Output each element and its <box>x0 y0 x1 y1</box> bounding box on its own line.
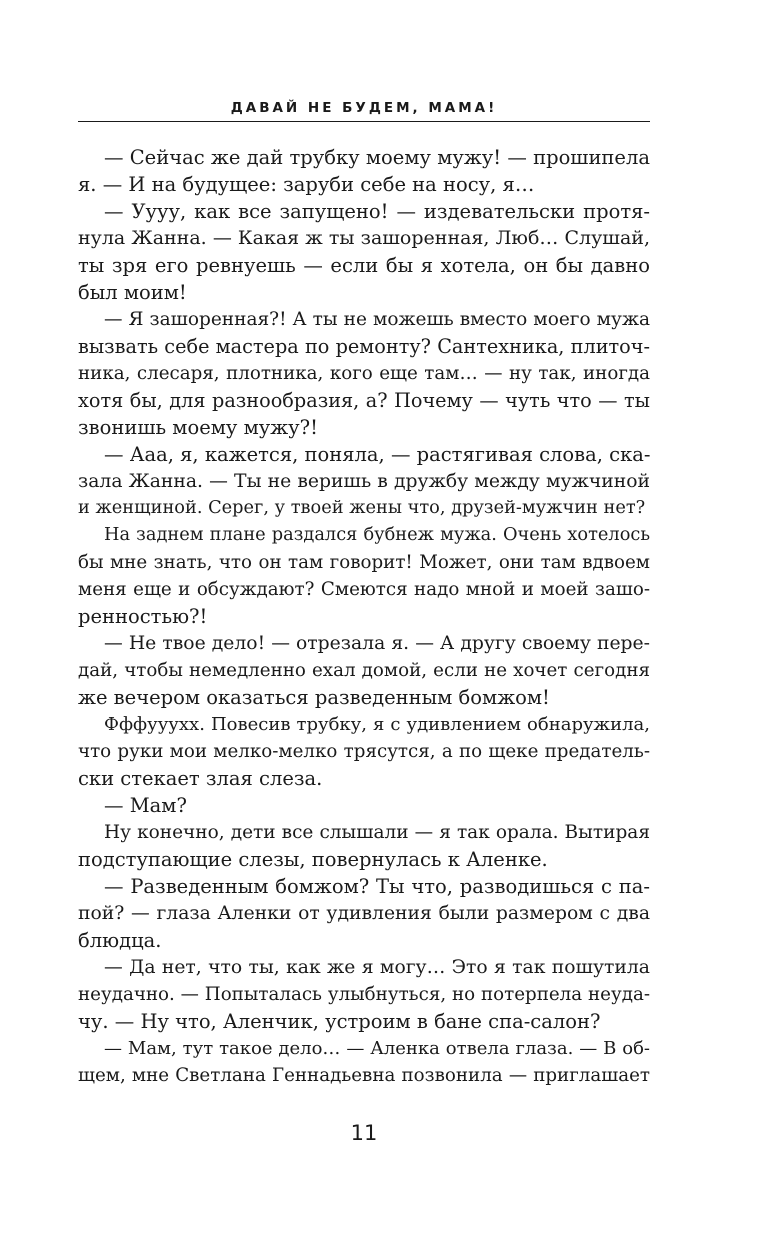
text-line: — Уууу, как все запущено! — издевательски протя- <box>104 200 650 223</box>
text-line: На заднем плане раздался бубнеж мужа. Очень хотелось <box>104 525 650 545</box>
text-line: ски стекает злая слеза. <box>78 767 323 790</box>
text-line: — Я зашоренная?! А ты не можешь вместо моего мужа <box>104 309 650 330</box>
text-line: звонишь моему мужу?! <box>78 416 318 439</box>
text-line: — Разведенным бомжом? Ты что, разводишься с па- <box>104 875 650 898</box>
text-line: ренностью?! <box>78 605 208 628</box>
text-line: ника, слесаря, плотника, кого еще там… — ну так, иногда <box>78 363 650 384</box>
text-line: вызвать себе мастера по ремонту? Сантехника, плиточ- <box>78 335 650 358</box>
text-line: — Мам, тут такое дело… — Аленка отвела глаза. — В об- <box>104 1038 650 1059</box>
text-line: блюдца. <box>78 929 162 952</box>
text-line: и женщиной. Серег, у твоей жены что, друзей-мужчин нет? <box>78 498 646 518</box>
text-line: щем, мне Светлана Геннадьевна позвонила — приглашает <box>78 1065 650 1086</box>
text-line: — Сейчас же дай трубку моему мужу! — прошипела <box>104 146 650 169</box>
page-number: 11 <box>350 1121 378 1145</box>
text-line: подступающие слезы, повернулась к Аленке. <box>78 848 548 871</box>
text-line: — Не твое дело! — отрезала я. — А другу своему пере- <box>104 633 650 654</box>
text-line: же вечером оказаться разведенным бомжом! <box>78 686 550 709</box>
text-line: нула Жанна. — Какая ж ты зашоренная, Люб… Слушай, <box>78 227 650 249</box>
text-line: неудачно. — Попыталась улыбнуться, но потерпела неуда- <box>78 984 650 1005</box>
text-line: что руки мои мелко-мелко трясутся, а по щеке предатель- <box>78 741 650 762</box>
text-line: — Да нет, что ты, как же я могу… Это я так пошутила <box>104 957 650 978</box>
text-line: чу. — Ну что, Аленчик, устроим в бане спа-салон? <box>78 1010 601 1033</box>
text-body <box>78 144 650 1089</box>
text-line: хотя бы, для разнообразия, а? Почему — чуть что — ты <box>78 389 650 412</box>
text-line: меня еще и обсуждают? Смеются надо мной и моей зашо- <box>78 579 650 600</box>
text-line: я. — И на будущее: заруби себе на носу, я… <box>78 173 535 196</box>
text-line: — Мам? <box>104 794 187 817</box>
text-line: ты зря его ревнуешь — если бы я хотела, он бы давно <box>78 254 650 277</box>
text-line: — Ааа, я, кажется, поняла, — растягивая слова, ска- <box>104 443 651 466</box>
text-line: дай, чтобы немедленно ехал домой, если не хочет сегодня <box>78 660 650 681</box>
text-line: Ну конечно, дети все слышали — я так орала. Вытирая <box>104 822 650 843</box>
text-line: был моим! <box>78 281 187 304</box>
text-line: зала Жанна. — Ты не веришь в дружбу между мужчиной <box>78 471 650 492</box>
running-head: ДАВАЙ НЕ БУДЕМ, МАМА! <box>230 100 498 116</box>
text-line: Фффууухх. Повесив трубку, я с удивлением обнаружила, <box>104 714 650 735</box>
header-rule <box>78 121 650 122</box>
text-line: бы мне знать, что он там говорит! Может, они там вдвоем <box>78 552 650 573</box>
text-line: пой? — глаза Аленки от удивления были размером с два <box>78 903 650 924</box>
